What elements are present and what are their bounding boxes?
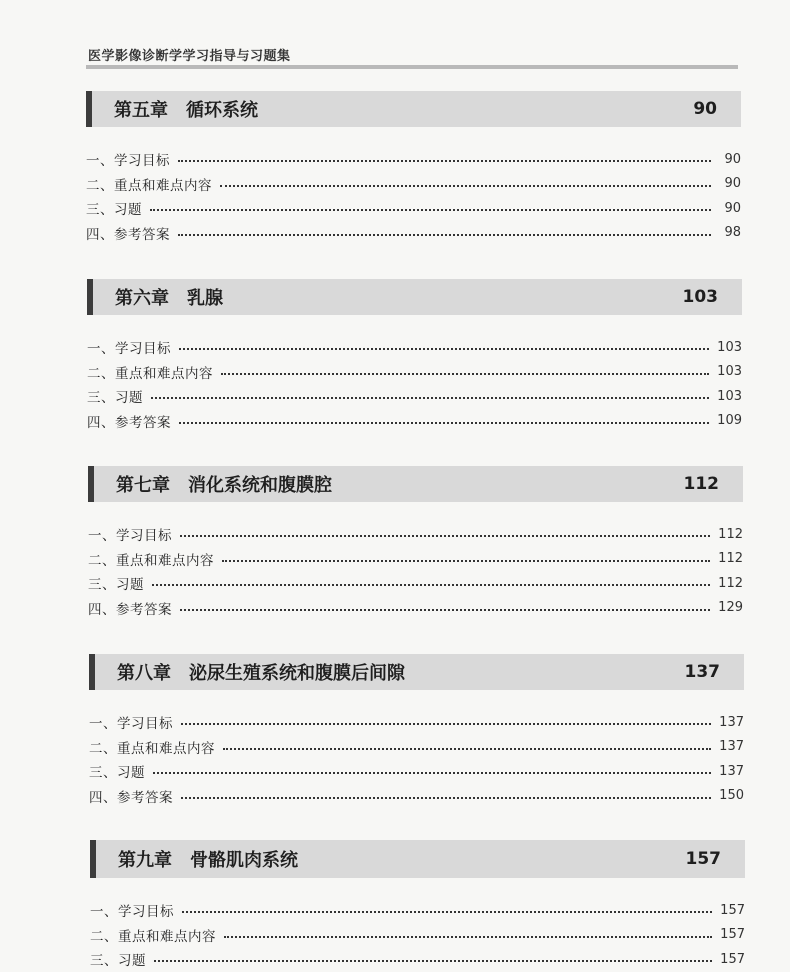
toc-entry-label: 一、学习目标 bbox=[90, 904, 174, 921]
toc-entry-page: 157 bbox=[720, 951, 745, 967]
toc-entry-page: 90 bbox=[724, 151, 741, 167]
toc-list bbox=[87, 335, 742, 433]
toc-entry[interactable] bbox=[87, 409, 742, 434]
toc-entry[interactable] bbox=[86, 172, 741, 197]
dot-leader bbox=[153, 772, 711, 774]
toc-entry-page: 103 bbox=[717, 339, 742, 355]
chapter-heading-bar[interactable] bbox=[90, 840, 745, 878]
dot-leader bbox=[223, 748, 711, 750]
toc-entry[interactable] bbox=[87, 384, 742, 409]
toc-entry[interactable] bbox=[86, 147, 741, 172]
toc-entry-page: 157 bbox=[720, 902, 745, 918]
toc-entry[interactable] bbox=[86, 196, 741, 221]
toc-entry[interactable] bbox=[89, 759, 744, 784]
toc-entry-label: 四、参考答案 bbox=[87, 414, 171, 431]
dot-leader bbox=[221, 373, 709, 375]
toc-entry[interactable] bbox=[88, 596, 743, 621]
dot-leader bbox=[178, 160, 711, 162]
toc-list bbox=[88, 522, 743, 620]
dot-leader bbox=[220, 185, 711, 187]
dot-leader bbox=[178, 234, 711, 236]
chapter-section bbox=[86, 91, 741, 245]
toc-entry-label: 二、重点和难点内容 bbox=[88, 552, 214, 569]
dot-leader bbox=[181, 797, 711, 799]
toc-entry-page: 112 bbox=[718, 526, 743, 542]
chapter-title: 第七章 消化系统和腹膜腔 bbox=[116, 475, 332, 496]
toc-entry-label: 四、参考答案 bbox=[88, 601, 172, 618]
toc-entry-label: 二、重点和难点内容 bbox=[90, 928, 216, 945]
dot-leader bbox=[222, 560, 710, 562]
toc-entry-label: 四、参考答案 bbox=[86, 226, 170, 243]
toc-entry-page: 103 bbox=[717, 388, 742, 404]
dot-leader bbox=[179, 422, 709, 424]
dot-leader bbox=[180, 609, 710, 611]
toc-entry-label: 四、参考答案 bbox=[89, 789, 173, 806]
toc-entry-label: 三、习题 bbox=[87, 390, 143, 407]
dot-leader bbox=[180, 535, 710, 537]
chapter-heading-bar[interactable] bbox=[89, 654, 744, 690]
toc-list bbox=[89, 710, 744, 808]
toc-entry[interactable] bbox=[87, 335, 742, 360]
toc-entry[interactable] bbox=[90, 947, 745, 972]
toc-entry-label: 一、学习目标 bbox=[87, 341, 171, 358]
chapter-page-number: 137 bbox=[684, 662, 720, 682]
toc-entry-label: 一、学习目标 bbox=[89, 716, 173, 733]
toc-entry-page: 137 bbox=[719, 739, 744, 755]
dot-leader bbox=[150, 209, 711, 211]
chapter-title: 第五章 循环系统 bbox=[114, 100, 258, 121]
toc-entry-page: 103 bbox=[717, 364, 742, 380]
chapter-title: 第八章 泌尿生殖系统和腹膜后间隙 bbox=[117, 663, 405, 684]
toc-entry[interactable] bbox=[89, 784, 744, 809]
dot-leader bbox=[179, 348, 709, 350]
toc-entry-label: 三、习题 bbox=[86, 202, 142, 219]
chapter-heading-bar[interactable] bbox=[88, 466, 743, 502]
toc-entry-page: 112 bbox=[718, 551, 743, 567]
toc-entry[interactable] bbox=[87, 360, 742, 385]
toc-entry-label: 三、习题 bbox=[88, 577, 144, 594]
chapter-page-number: 112 bbox=[683, 474, 719, 494]
toc-entry-label: 二、重点和难点内容 bbox=[86, 177, 212, 194]
dot-leader bbox=[181, 723, 711, 725]
toc-entry[interactable] bbox=[88, 547, 743, 572]
running-head: 医学影像诊断学学习指导与习题集 bbox=[88, 49, 291, 64]
chapter-page-number: 103 bbox=[682, 287, 718, 307]
toc-entry-page: 150 bbox=[719, 788, 744, 804]
toc-entry[interactable] bbox=[86, 221, 741, 246]
chapter-heading-bar[interactable] bbox=[87, 279, 742, 315]
chapter-section bbox=[89, 654, 744, 808]
toc-entry-label: 一、学习目标 bbox=[88, 528, 172, 545]
toc-entry-page: 90 bbox=[724, 200, 741, 216]
chapter-section bbox=[88, 466, 743, 620]
header-rule bbox=[86, 65, 738, 69]
toc-entry-page: 137 bbox=[719, 714, 744, 730]
toc-entry-page: 90 bbox=[724, 176, 741, 192]
toc-entry-label: 二、重点和难点内容 bbox=[87, 365, 213, 382]
toc-entry[interactable] bbox=[90, 898, 745, 923]
dot-leader bbox=[224, 936, 712, 938]
dot-leader bbox=[151, 397, 709, 399]
toc-entry-page: 112 bbox=[718, 575, 743, 591]
toc-entry-page: 129 bbox=[718, 600, 743, 616]
chapter-page-number: 157 bbox=[685, 849, 721, 869]
toc-entry[interactable] bbox=[89, 735, 744, 760]
toc-entry[interactable] bbox=[88, 522, 743, 547]
toc-entry-label: 三、习题 bbox=[89, 765, 145, 782]
toc-entry[interactable] bbox=[90, 923, 745, 948]
chapter-title: 第六章 乳腺 bbox=[115, 288, 223, 309]
chapter-section bbox=[90, 840, 745, 972]
toc-entry-page: 98 bbox=[724, 225, 741, 241]
chapter-heading-bar[interactable] bbox=[86, 91, 741, 127]
toc-entry-label: 一、学习目标 bbox=[86, 153, 170, 170]
chapter-page-number: 90 bbox=[693, 99, 717, 119]
toc-entry-page: 137 bbox=[719, 763, 744, 779]
dot-leader bbox=[154, 960, 712, 962]
toc-entry-label: 三、习题 bbox=[90, 953, 146, 970]
toc-entry-label: 二、重点和难点内容 bbox=[89, 740, 215, 757]
toc-entry-page: 157 bbox=[720, 927, 745, 943]
toc-list bbox=[90, 898, 745, 972]
toc-entry[interactable] bbox=[88, 571, 743, 596]
chapter-section bbox=[87, 279, 742, 433]
toc-entry-page: 109 bbox=[717, 413, 742, 429]
toc-list bbox=[86, 147, 741, 245]
toc-entry[interactable] bbox=[89, 710, 744, 735]
chapter-title: 第九章 骨骼肌肉系统 bbox=[118, 850, 298, 871]
dot-leader bbox=[152, 584, 710, 586]
dot-leader bbox=[182, 911, 712, 913]
